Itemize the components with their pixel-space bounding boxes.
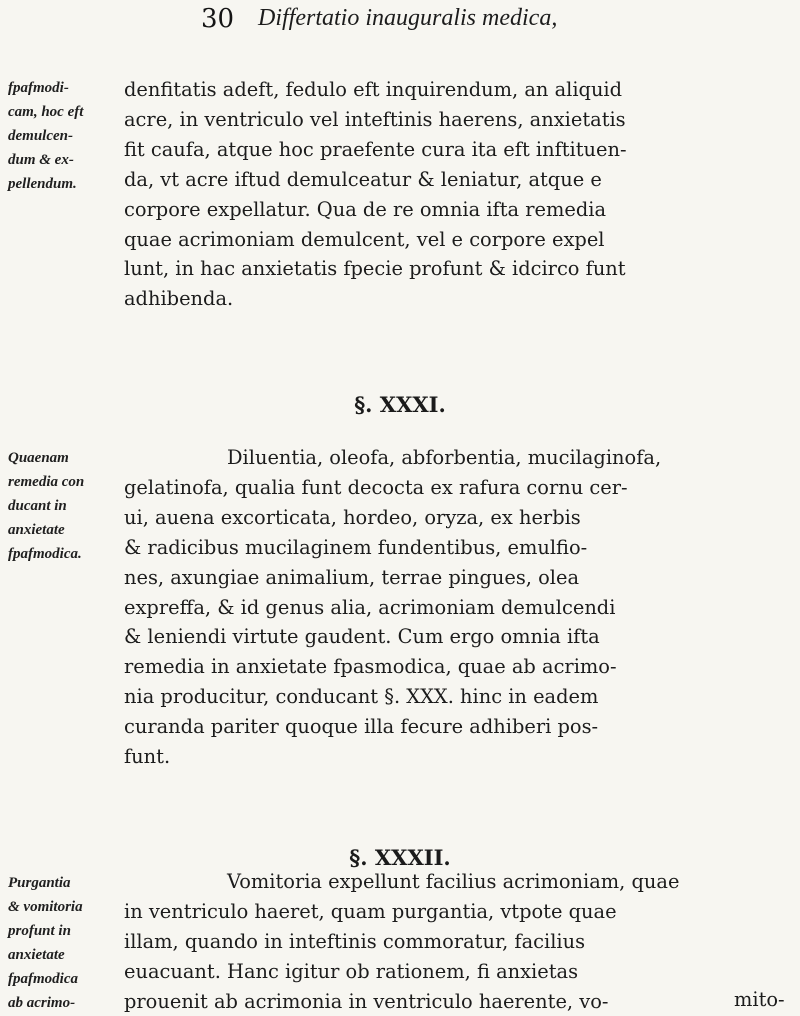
marginal-line: & vomitoria bbox=[8, 899, 83, 915]
text-line: nes, axungiae animalium, terrae pingues, olea bbox=[124, 565, 580, 589]
text-line: curanda pariter quoque illa fecure adhiberi pos- bbox=[124, 715, 599, 739]
marginal-line: ab acrimo- bbox=[8, 995, 76, 1011]
text-line: nia producitur, conducant §. XXX. hinc in eadem bbox=[124, 685, 599, 709]
running-title: Differtatio inauguralis medica, bbox=[258, 5, 558, 31]
marginal-line: cam, hoc eft bbox=[8, 104, 84, 120]
marginal-line: anxietate bbox=[8, 522, 65, 538]
section-number-31: §. XXXI. bbox=[354, 392, 446, 417]
text-line: illam, quando in inteftinis commoratur, facilius bbox=[124, 929, 586, 953]
text-line: euacuant. Hanc igitur ob rationem, fi anxietas bbox=[124, 959, 579, 983]
page-number: 30 bbox=[201, 4, 235, 34]
marginal-line: fpafmodica. bbox=[8, 546, 82, 562]
text-line: adhibenda. bbox=[124, 287, 234, 311]
marginal-line: Purgantia bbox=[8, 875, 71, 891]
text-line: expreffa, & id genus alia, acrimoniam demulcendi bbox=[124, 595, 616, 619]
text-line: in ventriculo haeret, quam purgantia, vtpote quae bbox=[124, 899, 617, 923]
text-line: Diluentia, oleofa, abforbentia, mucilaginofa, bbox=[227, 446, 662, 469]
catchword: mito- bbox=[734, 988, 785, 1011]
marginal-note-32 bbox=[8, 871, 118, 1015]
section-number-32: §. XXXII. bbox=[349, 845, 451, 870]
marginal-line: anxietate bbox=[8, 947, 65, 963]
text-line: ui, auena excorticata, hordeo, oryza, ex herbis bbox=[124, 505, 581, 529]
text-line: & leniendi virtute gaudent. Cum ergo omnia ifta bbox=[124, 625, 600, 649]
marginal-note-31 bbox=[8, 446, 118, 566]
text-line: corpore expellatur. Qua de re omnia ifta remedia bbox=[124, 197, 607, 221]
text-line: quae acrimoniam demulcent, vel e corpore expel bbox=[124, 227, 605, 251]
marginal-note-1 bbox=[8, 76, 118, 196]
page-header bbox=[0, 0, 800, 48]
marginal-line: Quaenam bbox=[8, 450, 69, 466]
marginal-line: fpafmodi- bbox=[8, 80, 69, 96]
marginal-line: ducant in bbox=[8, 498, 67, 514]
text-line: & radicibus mucilaginem fundentibus, emulfio- bbox=[124, 535, 588, 559]
text-line: Vomitoria expellunt facilius acrimoniam, quae bbox=[227, 870, 680, 893]
text-line: acre, in ventriculo vel inteftinis haerens, anxietatis bbox=[124, 107, 626, 131]
text-line: funt. bbox=[124, 745, 171, 769]
text-line: da, vt acre iftud demulceatur & leniatur, atque e bbox=[124, 167, 602, 191]
marginal-line: fpafmodica bbox=[8, 971, 78, 987]
text-line: prouenit ab acrimonia in ventriculo haerente, vo- bbox=[124, 989, 609, 1013]
text-line: denfitatis adeft, fedulo eft inquirendum, an aliquid bbox=[124, 78, 623, 101]
marginal-line: demulcen- bbox=[8, 128, 73, 144]
marginal-line: pellendum. bbox=[8, 176, 77, 192]
marginal-line: profunt in bbox=[8, 923, 71, 939]
section-32-paragraph bbox=[124, 867, 794, 1016]
text-line: fit caufa, atque hoc praefente cura ita eft inftituen- bbox=[124, 137, 627, 161]
marginal-line: dum & ex- bbox=[8, 152, 74, 168]
text-line: remedia in anxietate fpasmodica, quae ab acrimo- bbox=[124, 655, 617, 679]
text-line: lunt, in hac anxietatis fpecie profunt & idcirco funt bbox=[124, 257, 626, 281]
marginal-line: remedia con bbox=[8, 474, 85, 490]
section-31-paragraph bbox=[124, 443, 794, 772]
text-line: gelatinofa, qualia funt decocta ex rafura cornu cer- bbox=[124, 475, 628, 499]
paragraph-1 bbox=[124, 75, 794, 314]
